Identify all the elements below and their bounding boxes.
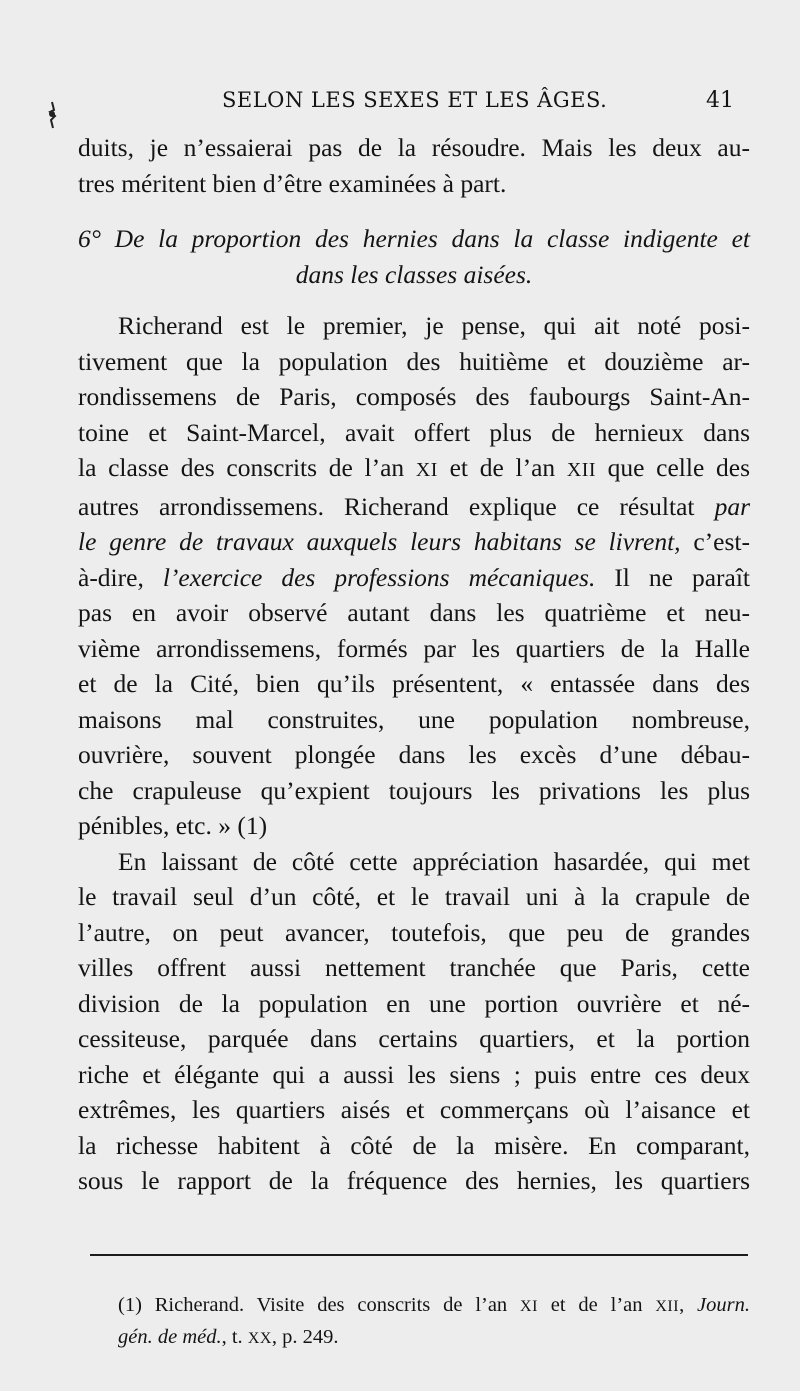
paragraph-richerand [78,308,750,844]
text-line: toine et Saint-Marcel, avait offert plus de hernieux dans [78,417,750,447]
footnote [118,1290,750,1354]
text-fragment: que celle des [595,453,750,482]
text-line: duits, je n’essaierai pas de la résoudre. Mais les deux au- [78,133,750,162]
page-number: 41 [706,88,734,113]
text-line: ouvrière, souvent plongée dans les excès d’une débau- [78,740,750,769]
text-line: tivement que la population des huitième et douzième ar- [78,346,750,376]
text-line: division de la population en une portion ouvrière et né- [78,988,750,1018]
text-line: rondissemens de Paris, composés des faubourgs Saint-An- [78,382,750,411]
footnote-line [118,1322,750,1354]
footnote-divider [90,1254,748,1256]
italic-fragment: Journ. [697,1294,750,1316]
italic-fragment: l’exercice des professions mécaniques. [162,562,596,592]
text-line: sous le rapport de la fréquence des hernies, les quartiers [78,1166,750,1195]
text-line: villes offrent aussi nettement tranchée que Paris, cette [78,953,750,982]
footnote-line [118,1290,750,1322]
text-fragment: autres arrondissemens. Richerand explique ce résultat [78,491,715,521]
text-line: et de la Cité, bien qu’ils présentent, « entassée dans des [78,669,750,698]
italic-fragment: gén. de méd. [118,1326,222,1348]
text-fragment: , [679,1294,698,1316]
paragraph-comparison [78,844,750,1199]
page-header [0,88,800,122]
roman-numeral: XI [415,459,438,481]
text-line [78,560,750,596]
text-line: che crapuleuse qu’expient toujours les privations les plus [78,775,750,805]
text-line [78,489,750,525]
text-line: vième arrondissemens, formés par les quartiers de la Halle [78,633,750,663]
text-fragment: , p. 249. [271,1326,339,1348]
text-line: En laissant de côté cette appréciation hasardée, qui met [118,846,750,876]
italic-fragment: par [714,491,750,521]
roman-numeral: XI [520,1298,538,1315]
text-fragment: et de l’an [537,1294,656,1316]
ink-mark-icon [44,100,60,130]
text-fragment: la classe des conscrits de l’an [78,453,416,482]
text-line: pas en avoir observé autant dans les quatrième et neu- [78,598,750,627]
roman-numeral: XX [247,1330,272,1347]
roman-numeral: XII [566,459,596,481]
text-fragment: et de l’an [437,453,567,482]
continuation-paragraph [78,130,750,201]
text-line: l’autre, on peut avancer, toutefois, que peu de grandes [78,917,750,947]
text-fragment: c’est- [680,527,750,556]
text-fragment: à-dire, [78,562,163,592]
text-line: pénibles, etc. » (1) [78,811,268,840]
section-heading-line: dans les classes aisées. [295,259,533,289]
text-fragment: Il ne paraît [595,562,750,592]
text-line: Richerand est le premier, je pense, qui ait noté posi- [118,311,750,340]
text-line: le travail seul d’un côté, et le travail uni à la crapule de [78,882,750,911]
text-line: maisons mal construites, une population nombreuse, [78,704,750,734]
text-line: cessiteuse, parquée dans certains quartiers, et la portion [78,1024,750,1053]
section-heading [78,221,750,292]
italic-fragment: le genre de travaux auxquels leurs habitans se livrent, [78,527,681,556]
text-fragment: (1) Richerand. Visite des conscrits de l’an [118,1294,521,1316]
text-line: tres méritent bien d’être examinées à part. [78,168,507,198]
text-line: la richesse habitent à côté de la misère. En comparant, [78,1130,750,1160]
text-line [78,524,750,560]
text-line: extrêmes, les quartiers aisés et commerçans où l’aisance et [78,1095,750,1124]
text-line [78,450,750,489]
section-heading-line: 6° De la proportion des hernies dans la classe indigente et [78,224,750,253]
main-text [78,130,750,1199]
text-fragment: , t. [221,1326,248,1348]
roman-numeral: XII [655,1298,680,1315]
text-line: riche et élégante qui a aussi les siens ; puis entre ces deux [78,1059,750,1089]
running-head: SELON LES SEXES ET LES ÂGES. [222,88,608,112]
